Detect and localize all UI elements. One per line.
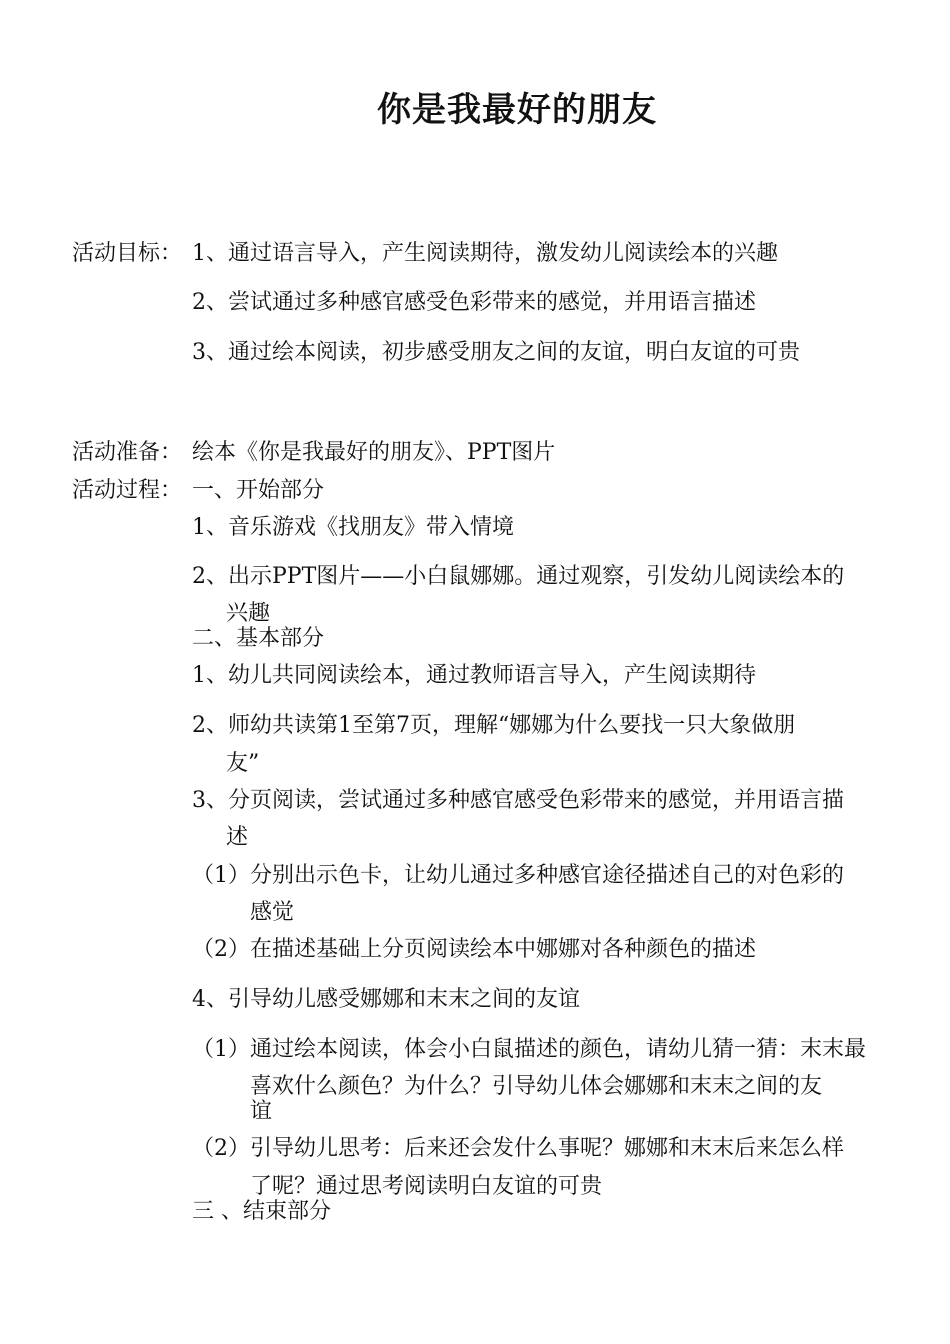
goal-item: 2、尝试通过多种感官感受色彩带来的感觉，并用语言描述 bbox=[192, 290, 756, 315]
list-item-continuation: 兴趣 bbox=[226, 601, 271, 626]
goal-item: 1、通过语言导入，产生阅读期待，激发幼儿阅读绘本的兴趣 bbox=[192, 241, 778, 266]
list-item: 4、引导幼儿感受娜娜和末末之间的友谊 bbox=[192, 987, 580, 1012]
sub-item-continuation: 了呢？通过思考阅读明白友谊的可贵 bbox=[250, 1174, 603, 1199]
list-item: 1、幼儿共同阅读绘本，通过教师语言导入，产生阅读期待 bbox=[192, 663, 756, 688]
list-item: 3、分页阅读，尝试通过多种感官感受色彩带来的感觉，并用语言描 bbox=[192, 788, 844, 813]
sub-item-continuation: 感觉 bbox=[250, 900, 295, 925]
list-item: 1、音乐游戏《找朋友》带入情境 bbox=[192, 515, 514, 540]
sub-item: （1）分别出示色卡，让幼儿通过多种感官途径描述自己的对色彩的 bbox=[192, 863, 844, 888]
section-heading: 三 、结束部分 bbox=[192, 1199, 331, 1224]
sub-item: （1）通过绘本阅读，体会小白鼠描述的颜色，请幼儿猜一猜：末末最 bbox=[192, 1037, 866, 1062]
sub-item-continuation: 谊 bbox=[250, 1099, 273, 1124]
goal-item: 3、通过绘本阅读，初步感受朋友之间的友谊，明白友谊的可贵 bbox=[192, 340, 800, 365]
prep-label: 活动准备： bbox=[72, 440, 183, 465]
process-label: 活动过程： bbox=[72, 478, 183, 503]
goals-label: 活动目标： bbox=[72, 241, 183, 266]
sub-item: （2）在描述基础上分页阅读绘本中娜娜对各种颜色的描述 bbox=[192, 937, 756, 962]
document-title: 你是我最好的朋友 bbox=[377, 90, 657, 130]
list-item: 2、师幼共读第1至第7页，理解“娜娜为什么要找一只大象做朋 bbox=[192, 713, 796, 738]
list-item-continuation: 述 bbox=[226, 825, 249, 850]
list-item: 2、出示PPT图片——小白鼠娜娜。通过观察，引发幼儿阅读绘本的 bbox=[192, 564, 845, 589]
list-item-continuation: 友” bbox=[226, 751, 260, 776]
sub-item-continuation: 喜欢什么颜色？为什么？引导幼儿体会娜娜和末末之间的友 bbox=[250, 1074, 823, 1099]
sub-item: （2）引导幼儿思考：后来还会发什么事呢？娜娜和末末后来怎么样 bbox=[192, 1136, 844, 1161]
section-heading: 二、基本部分 bbox=[192, 626, 325, 651]
prep-text: 绘本《你是我最好的朋友》、PPT图片 bbox=[192, 440, 556, 465]
section-heading: 一、开始部分 bbox=[192, 478, 325, 503]
